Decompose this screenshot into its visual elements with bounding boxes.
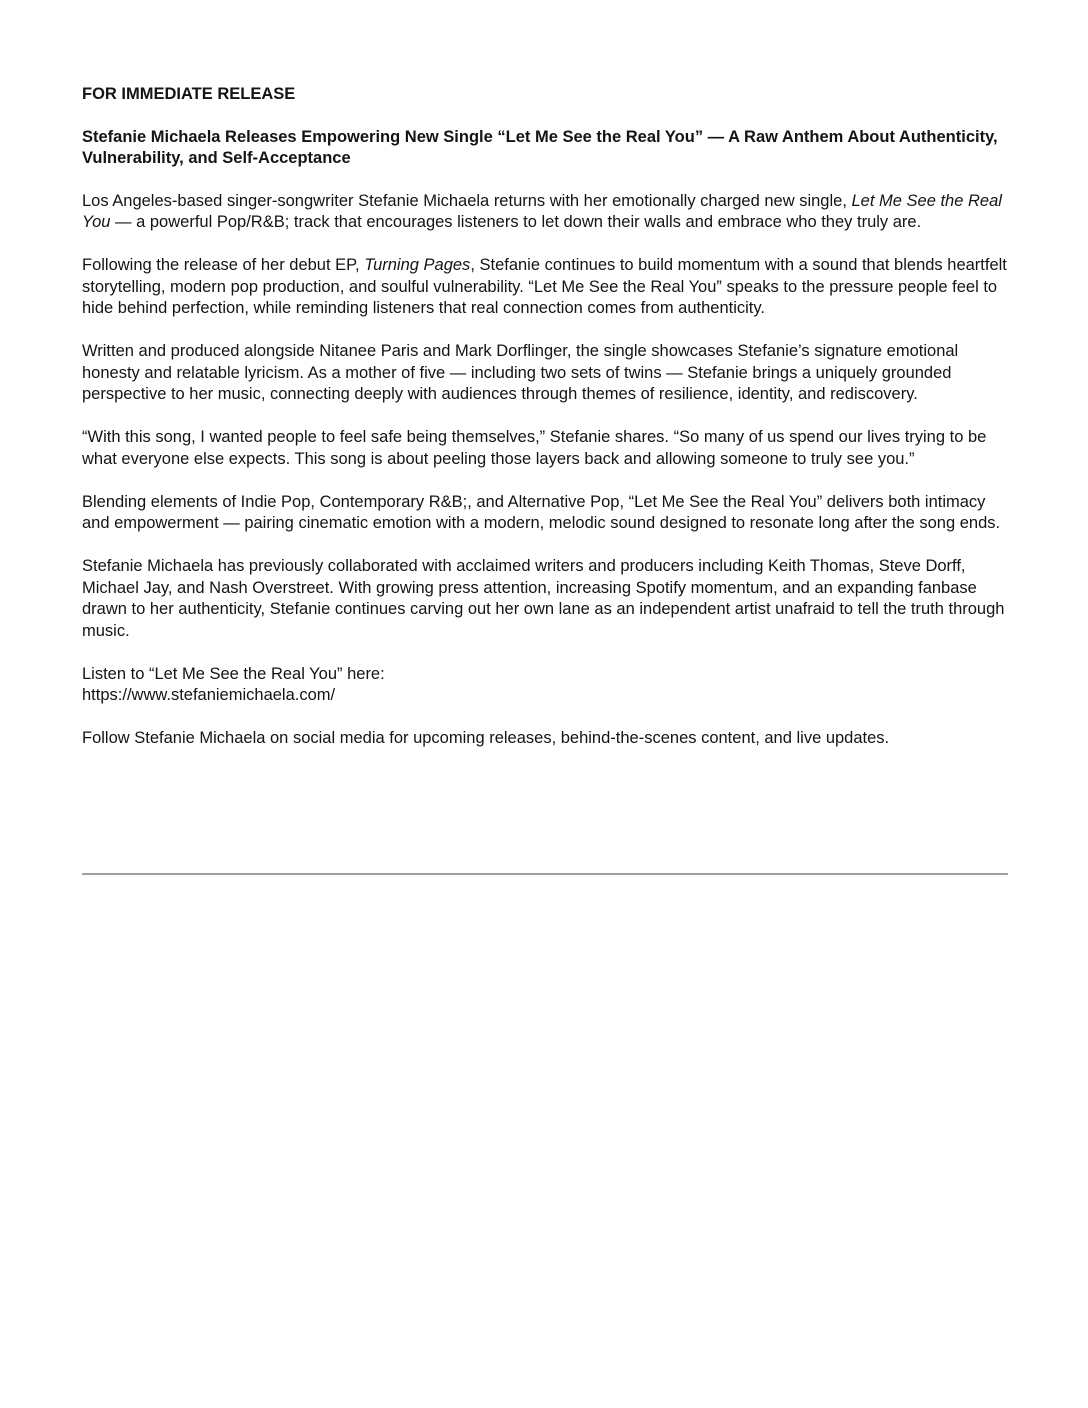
debut-paragraph — [82, 255, 1008, 320]
divider-line — [82, 873, 1008, 875]
single-title: Let Me See the Real You — [82, 191, 1002, 231]
debut-text-start: Following the release of her debut EP, — [82, 256, 365, 274]
debut-text-end: , Stefanie continues to build momentum with a sound that blends heartfelt storytelling, modern pop production, and soulful vulnerability. “Let Me See the Real You” speaks to the pressure people feel to hide behind perfection, while reminding listeners that real connection comes from authenticity. — [82, 256, 1007, 317]
collab-paragraph: Stefanie Michaela has previously collaborated with acclaimed writers and producers including Keith Thomas, Steve Dorff, Michael Jay, and Nash Overstreet. With growing press attention, increasing Spotify momentum, and an expanding fanbase drawn to her authenticity, Stefanie continues carving out her own lane as an independent artist unafraid to tell the truth through music. — [82, 557, 1005, 640]
listen-label: Listen to “Let Me See the Real You” here: — [82, 664, 385, 683]
follow-paragraph: Follow Stefanie Michaela on social media for upcoming releases, behind-the-scenes content, and live updates. — [82, 729, 890, 747]
listen-paragraph — [82, 664, 1008, 707]
blending-paragraph: Blending elements of Indie Pop, Contemporary R&B;, and Alternative Pop, “Let Me See the Real You” delivers both intimacy and empowerment — pairing cinematic emotion with a modern, melodic sound designed to resonate long after the song ends. — [82, 492, 1001, 532]
intro-text-start: Los Angeles-based singer-songwriter Stefanie Michaela returns with her emotionally charged new single, — [82, 191, 852, 210]
quote-paragraph: “With this song, I wanted people to feel safe being themselves,” Stefanie shares. “So many of us spend our lives trying to be what everyone else expects. This song is about peeling those layers back and allowing someone to truly see you.” — [82, 428, 987, 468]
website-link[interactable]: https://www.stefaniemichaela.com/ — [82, 686, 336, 704]
headline: Stefanie Michaela Releases Empowering New Single “Let Me See the Real You” — A Raw Anthem About Authenticity, Vulnerability, and Self-Acceptance — [82, 127, 998, 167]
intro-text-end: — a powerful Pop/R&B; track that encourages listeners to let down their walls and embrace who they truly are. — [110, 213, 922, 231]
written-paragraph: Written and produced alongside Nitanee Paris and Mark Dorflinger, the single showcases Stefanie’s signature emotional honesty and relatable lyricism. As a mother of five — including two sets of twins — Stefanie brings a uniquely grounded perspective to her music, connecting deeply with audiences through themes of resilience, identity, and rediscovery. — [82, 342, 959, 403]
release-label: FOR IMMEDIATE RELEASE — [82, 85, 296, 103]
press-release — [82, 84, 1008, 750]
intro-paragraph — [82, 191, 1008, 234]
ep-title: Turning Pages — [364, 256, 471, 274]
